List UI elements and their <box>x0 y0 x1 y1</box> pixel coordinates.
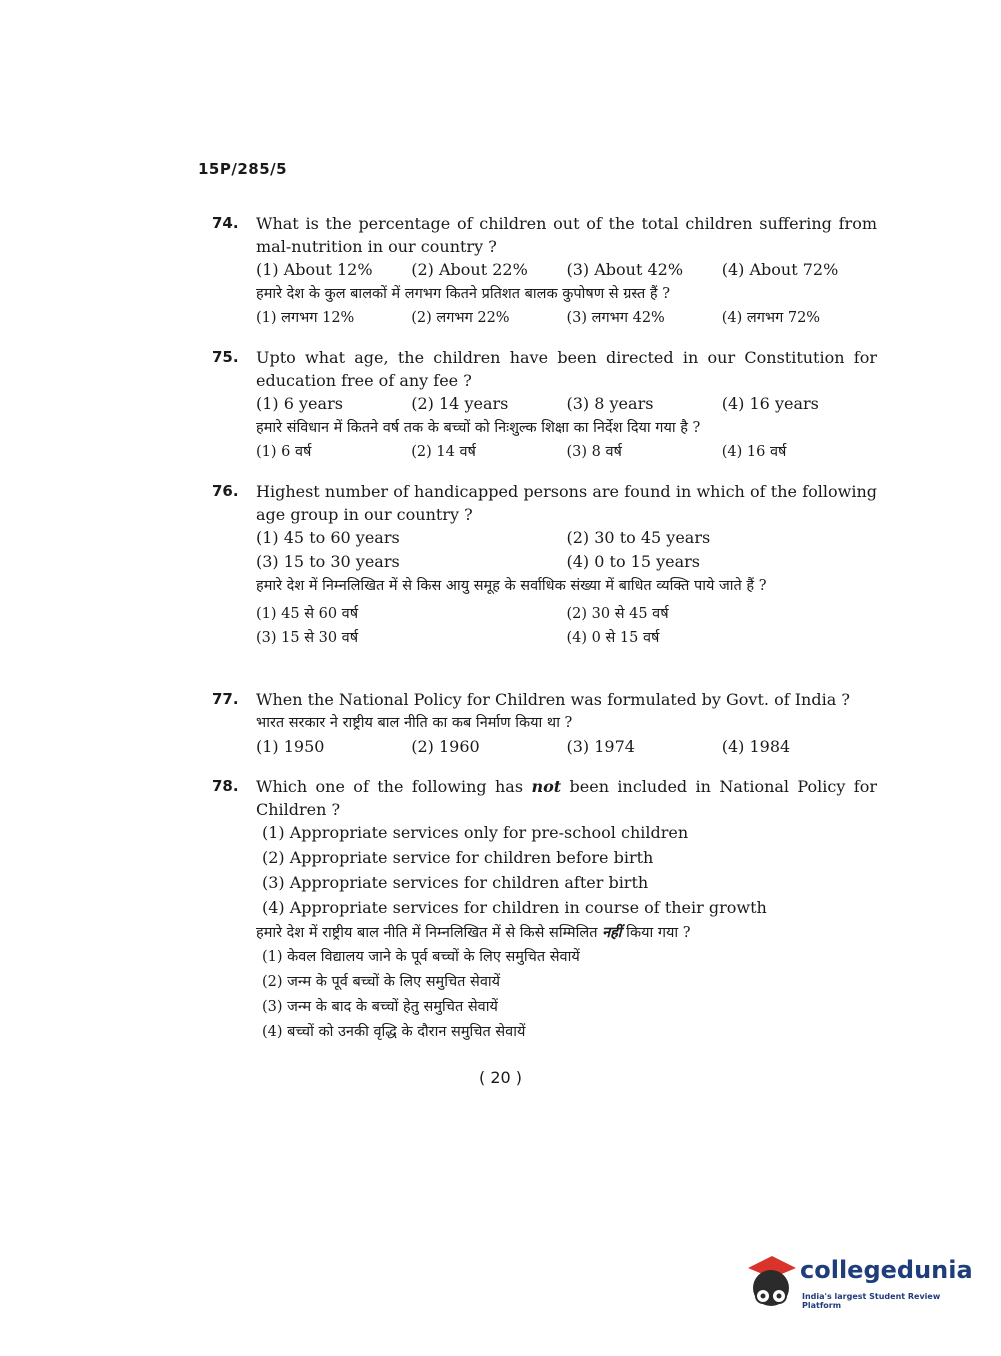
option-3-hi: (3) 15 से 30 वर्ष <box>256 630 359 646</box>
option-1: (1) About 12% <box>256 260 373 279</box>
option-2: (2) 14 years <box>411 394 509 413</box>
option-2-hi: (2) जन्म के पूर्व बच्चों के लिए समुचित सेवायें <box>262 974 501 990</box>
option-1: (1) 45 to 60 years <box>256 528 400 547</box>
option-3-hi: (3) 8 वर्ष <box>566 444 622 460</box>
option-1: (1) 6 years <box>256 394 343 413</box>
question-text-hi: हमारे देश में निम्नलिखित में से किस आयु समूह के सर्वाधिक संख्या में बाधित व्यक्ति पाये जाते हैं ? <box>256 578 767 594</box>
question-77 <box>212 688 877 759</box>
brand-name: collegedunia <box>800 1256 973 1284</box>
option-3: (3) 15 to 30 years <box>256 552 400 571</box>
question-text-en: Upto what age, the children have been directed in our Constitution for education free of any fee ? <box>256 348 877 390</box>
emphasis-nahin: नहीं <box>602 924 622 941</box>
page-number: ( 20 ) <box>478 1068 522 1087</box>
options-en <box>256 258 877 282</box>
option-4-hi: (4) लगभग 72% <box>721 310 821 326</box>
options-en-row-1 <box>256 526 877 550</box>
option-2: (2) About 22% <box>411 260 528 279</box>
option-3-hi: (3) लगभग 42% <box>566 310 665 326</box>
question-text-hi: हमारे देश में राष्ट्रीय बाल नीति में निम्नलिखित में से किसे सम्मिलित नहीं किया गया ? <box>256 924 691 941</box>
question-text-hi: हमारे संविधान में कितने वर्ष तक के बच्चों को निःशुल्क शिक्षा का निर्देश दिया गया है ? <box>256 420 701 436</box>
option-2-hi: (2) 30 से 45 वर्ष <box>566 606 669 622</box>
option-3: (3) Appropriate services for children after birth <box>262 873 649 892</box>
question-76 <box>212 480 877 650</box>
question-text-hi: भारत सरकार ने राष्ट्रीय बाल नीति का कब निर्माण किया था ? <box>256 715 573 731</box>
options-hi <box>256 440 877 464</box>
option-3: (3) About 42% <box>566 260 684 279</box>
question-number: 76. <box>212 482 239 500</box>
option-1: (1) 1950 <box>256 737 325 756</box>
option-3-hi: (3) जन्म के बाद के बच्चों हेतु समुचित सेवायें <box>262 999 498 1015</box>
option-4: (4) Appropriate services for children in course of their growth <box>262 898 767 917</box>
options-en-row-2 <box>256 550 877 574</box>
collegedunia-watermark <box>742 1254 972 1318</box>
question-number: 74. <box>212 214 239 232</box>
option-1-hi: (1) लगभग 12% <box>256 310 355 326</box>
question-number: 77. <box>212 690 239 708</box>
option-4-hi: (4) 0 से 15 वर्ष <box>566 630 660 646</box>
question-number: 78. <box>212 777 239 795</box>
option-2-hi: (2) लगभग 22% <box>411 310 510 326</box>
options-hi <box>256 306 877 330</box>
question-75 <box>212 346 877 464</box>
option-1-hi: (1) 6 वर्ष <box>256 444 312 460</box>
question-text-en: When the National Policy for Children was formulated by Govt. of India ? <box>256 690 850 709</box>
question-text-hi: हमारे देश के कुल बालकों में लगभग कितने प्रतिशत बालक कुपोषण से ग्रस्त हैं ? <box>256 286 670 302</box>
option-4-hi: (4) बच्चों को उनकी वृद्धि के दौरान समुचित सेवायें <box>262 1024 526 1040</box>
option-4-hi: (4) 16 वर्ष <box>721 444 787 460</box>
brand-tagline: India's largest Student Review Platform <box>802 1292 941 1310</box>
option-2: (2) 30 to 45 years <box>566 528 711 547</box>
options <box>256 735 877 759</box>
question-74 <box>212 212 877 330</box>
option-2: (2) 1960 <box>411 737 480 756</box>
question-text-en: Highest number of handicapped persons are found in which of the following age group in our country ? <box>256 482 877 524</box>
option-1-hi: (1) 45 से 60 वर्ष <box>256 606 359 622</box>
option-4: (4) About 72% <box>721 260 839 279</box>
option-2-hi: (2) 14 वर्ष <box>411 444 476 460</box>
options-en <box>256 392 877 416</box>
options-hi-row-1 <box>256 602 877 626</box>
question-text-en: Which one of the following has not been included in National Policy for Children ? <box>256 777 878 819</box>
question-text-en: What is the percentage of children out of the total children suffering from mal-nutrition in our country ? <box>256 214 877 256</box>
option-2: (2) Appropriate service for children before birth <box>262 848 654 867</box>
option-4: (4) 1984 <box>721 737 791 756</box>
options-hi-row-2 <box>256 626 877 650</box>
option-1-hi: (1) केवल विद्यालय जाने के पूर्व बच्चों के लिए समुचित सेवायें <box>262 949 580 965</box>
option-3: (3) 8 years <box>566 394 654 413</box>
option-4: (4) 16 years <box>721 394 819 413</box>
paper-code: 15P/285/5 <box>198 160 288 178</box>
mascot-icon <box>742 1254 800 1318</box>
question-78 <box>212 775 877 1045</box>
question-number: 75. <box>212 348 239 366</box>
option-4: (4) 0 to 15 years <box>566 552 701 571</box>
emphasis-not: not <box>531 777 562 796</box>
option-1: (1) Appropriate services only for pre-school children <box>262 823 689 842</box>
option-3: (3) 1974 <box>566 737 635 756</box>
